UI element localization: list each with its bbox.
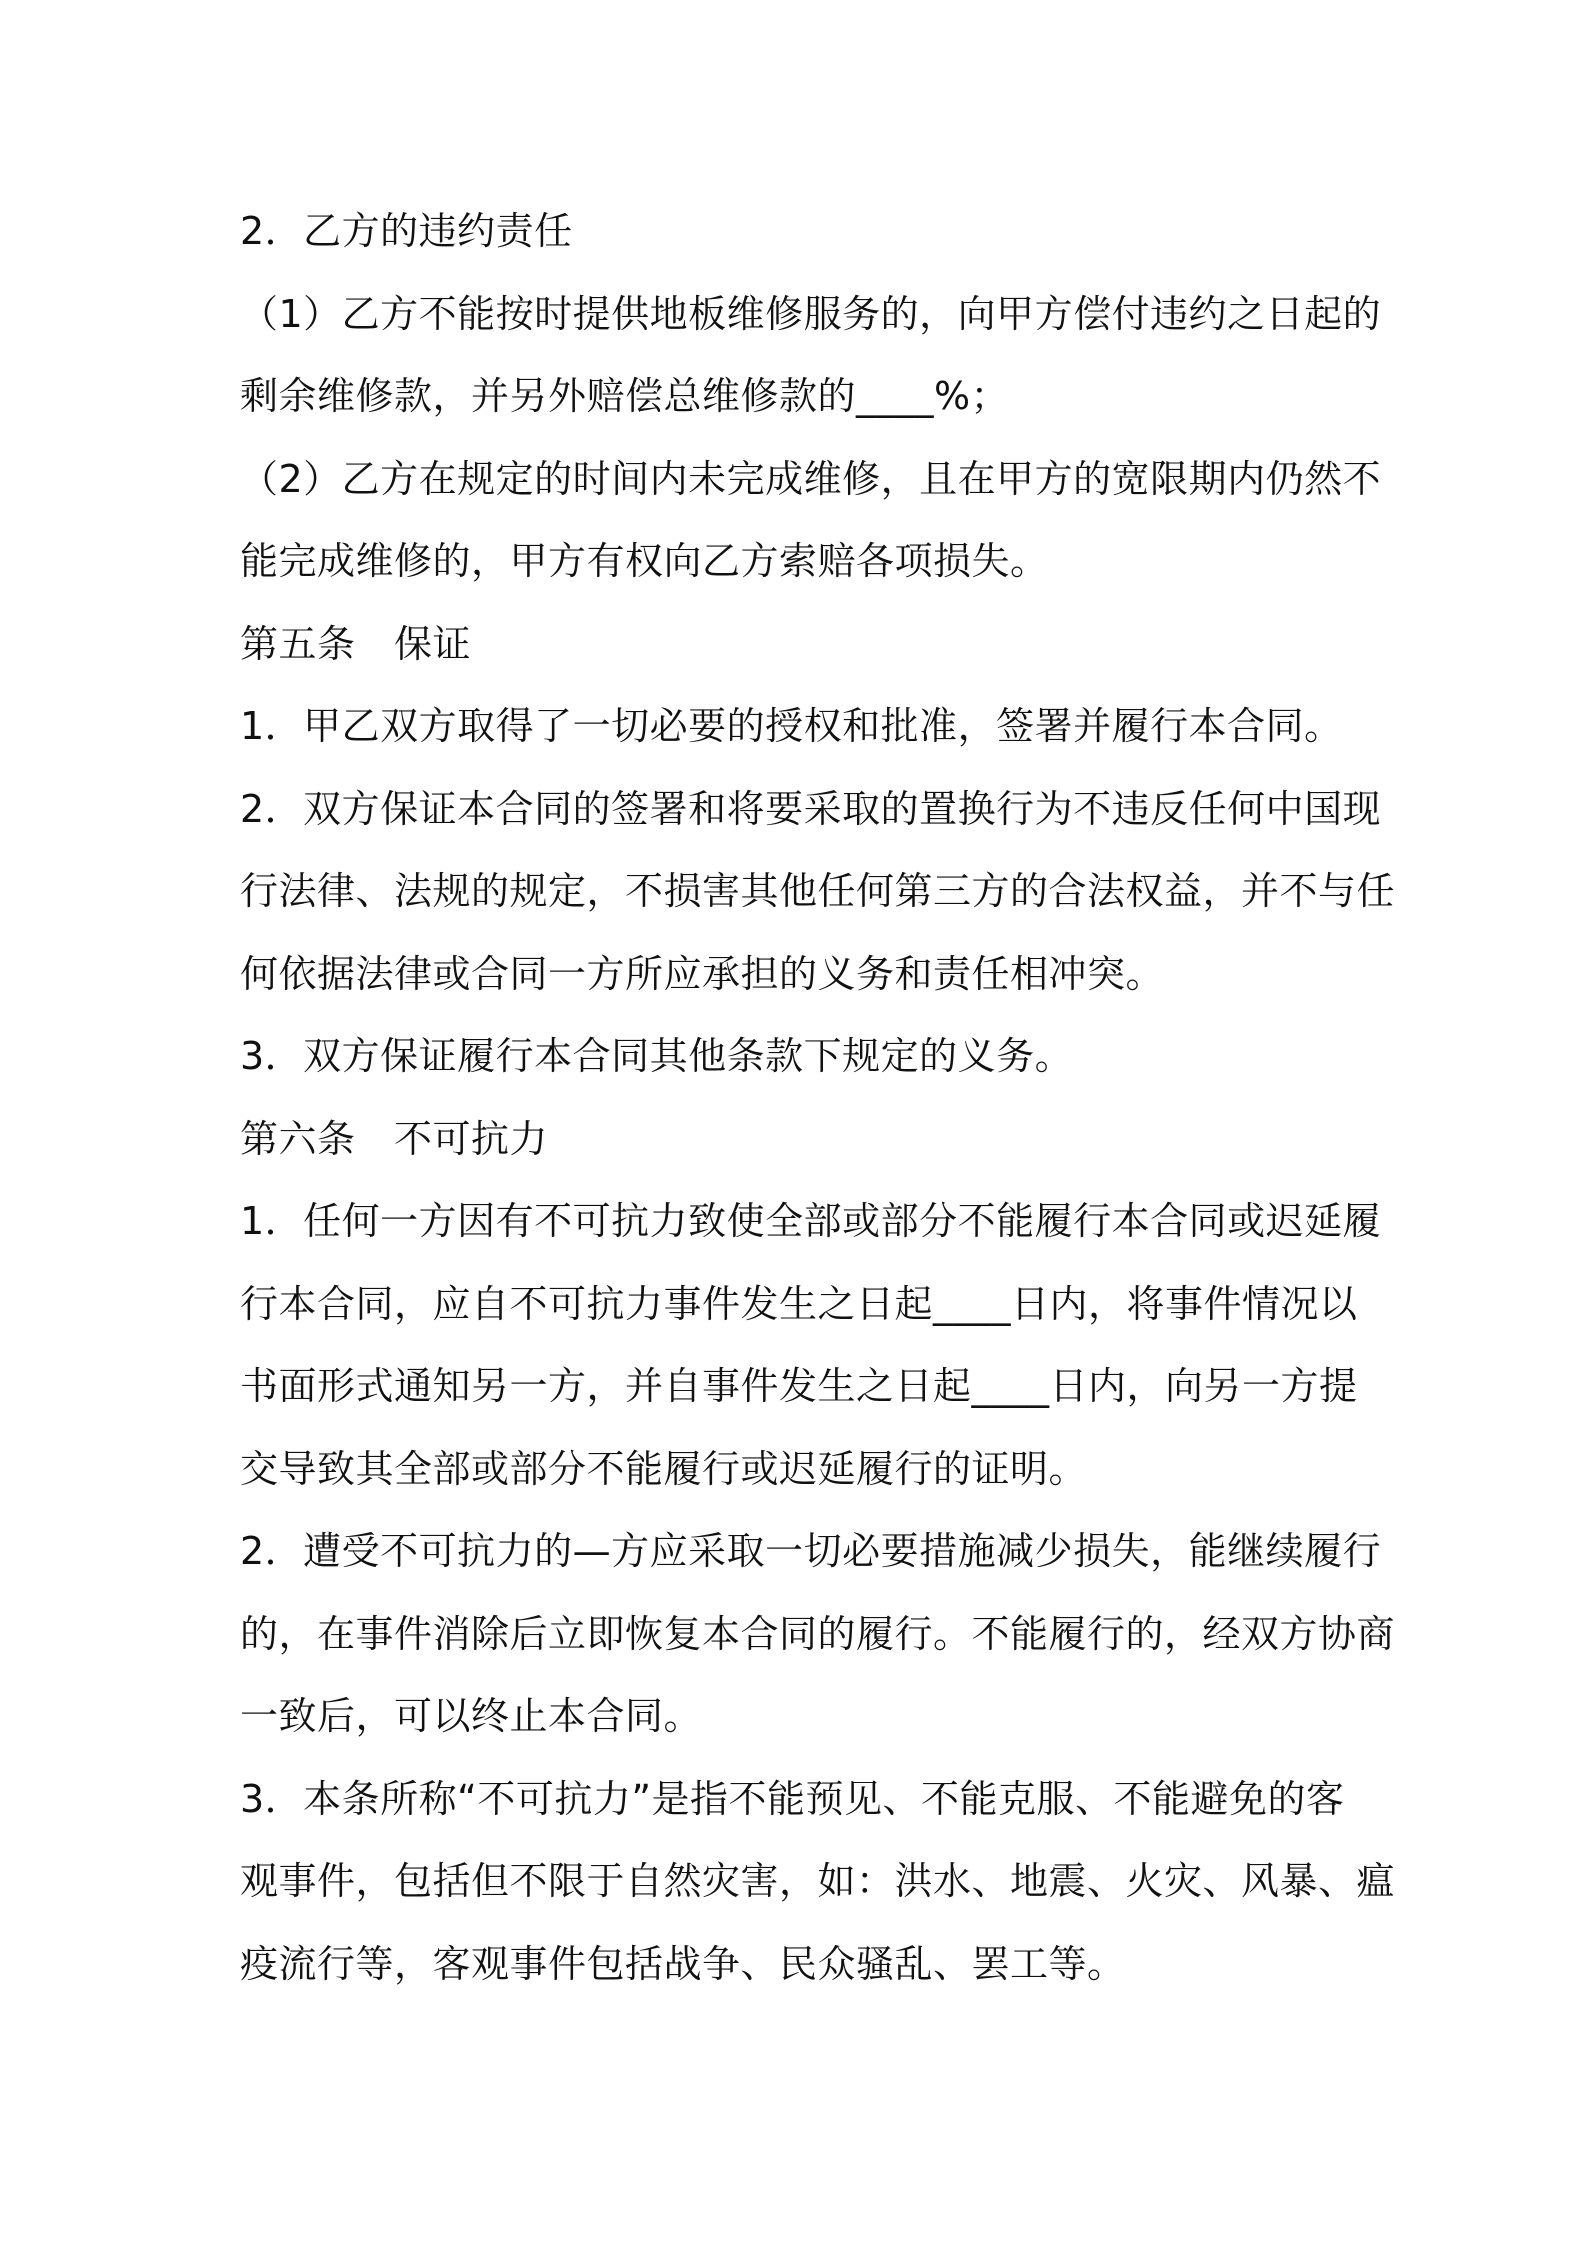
paragraph-line: 1．甲乙双方取得了一切必要的授权和批准，签署并履行本合同。	[240, 704, 1343, 748]
clause-title-party-b-liability: 2．乙方的违约责任	[240, 209, 573, 253]
paragraph-line: （2）乙方在规定的时间内未完成维修，且在甲方的宽限期内仍然不	[240, 456, 1382, 501]
paragraph-line: 观事件，包括但不限于自然灾害，如：洪水、地震、火灾、风暴、瘟	[240, 1859, 1396, 1903]
document-body	[240, 190, 1396, 2005]
paragraph-line: 何依据法律或合同一方所应承担的义务和责任相冲突。	[240, 951, 1165, 996]
paragraph-line: 的，在事件消除后立即恢复本合同的履行。不能履行的，经双方协商	[240, 1611, 1396, 1656]
paragraph-line: 交导致其全部或部分不能履行或迟延履行的证明。	[240, 1446, 1088, 1491]
article-six-heading: 第六条 不可抗力	[240, 1116, 549, 1161]
paragraph-line: 疫流行等，客观事件包括战争、民众骚乱、罢工等。	[240, 1941, 1126, 1986]
paragraph-line: 行法律、法规的规定，不损害其他任何第三方的合法权益，并不与任	[240, 869, 1396, 913]
paragraph-line: 3．本条所称“不可抗力”是指不能预见、不能克服、不能避免的客	[240, 1776, 1345, 1821]
article-five-heading: 第五条 保证	[240, 621, 472, 666]
paragraph-line: 剩余维修款，并另外赔偿总维修款的____%；	[240, 374, 1010, 418]
paragraph-line: 3．双方保证履行本合同其他条款下规定的义务。	[240, 1034, 1074, 1078]
paragraph-line: 1．任何一方因有不可抗力致使全部或部分不能履行本合同或迟延履	[240, 1199, 1382, 1243]
paragraph-line: 能完成维修的，甲方有权向乙方索赔各项损失。	[240, 539, 1049, 583]
paragraph-line: 一致后，可以终止本合同。	[240, 1694, 703, 1738]
paragraph-line: 2．双方保证本合同的签署和将要采取的置换行为不违反任何中国现	[240, 786, 1382, 831]
paragraph-line: （1）乙方不能按时提供地板维修服务的，向甲方偿付违约之日起的	[240, 291, 1382, 336]
paragraph-line: 书面形式通知另一方，并自事件发生之日起____日内，向另一方提	[240, 1364, 1358, 1408]
paragraph-line: 2．遭受不可抗力的—方应采取一切必要措施减少损失，能继续履行	[240, 1529, 1382, 1573]
paragraph-line: 行本合同，应自不可抗力事件发生之日起____日内，将事件情况以	[240, 1281, 1358, 1326]
